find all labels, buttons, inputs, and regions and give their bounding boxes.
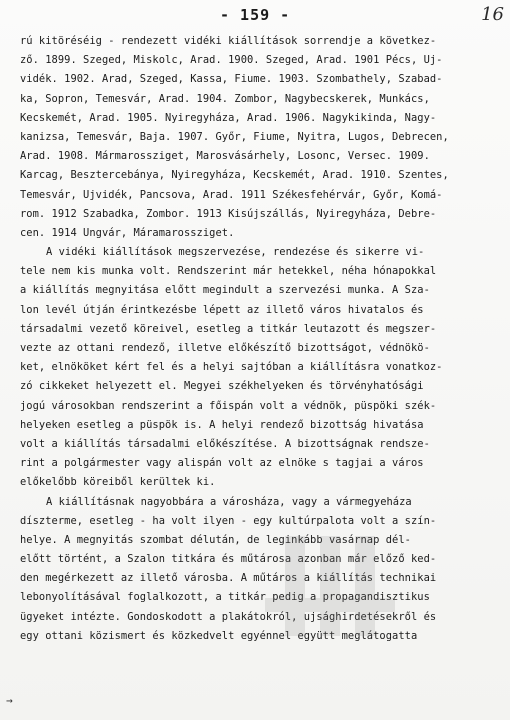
- paragraph-start-line: A vidéki kiállítások megszervezése, rendezése és sikerre vi-: [46, 246, 425, 259]
- text-line: jogú városokban rendszerint a főispán volt a védnök, püspöki szék-: [20, 399, 437, 412]
- page-number: - 159 -: [220, 6, 291, 24]
- text-line: cen. 1914 Ungvár, Máramarossziget.: [20, 226, 235, 239]
- text-line: ket, elnököket kért fel és a helyi sajtóban a kiállításra vonatkoz-: [20, 361, 443, 374]
- text-line: rint a polgármester vagy alispán volt az elnöke s tagjai a város: [20, 457, 424, 470]
- text-line: den megérkezett az illető városba. A műtáros a kiállítás technikai: [20, 572, 437, 585]
- text-line: Temesvár, Ujvidék, Pancsova, Arad. 1911 Székesfehérvár, Győr, Komá-: [20, 188, 443, 201]
- text-line: ügyeket intézte. Gondoskodott a plakátokról, ujsághirdetésekről és: [20, 610, 437, 623]
- text-line: lon levél útján érintkezésbe lépett az illető város hivatalos és: [20, 303, 424, 316]
- text-line: Karcag, Besztercebánya, Nyiregyháza, Kecskemét, Arad. 1910. Szentes,: [20, 169, 449, 182]
- text-line: rom. 1912 Szabadka, Zombor. 1913 Kisújszállás, Nyiregyháza, Debre-: [20, 207, 437, 220]
- text-line: tele nem kis munka volt. Rendszerint már hetekkel, néha hónapokkal: [20, 265, 437, 278]
- text-line: ka, Sopron, Temesvár, Arad. 1904. Zombor, Nagybecskerek, Munkács,: [20, 92, 430, 105]
- paragraph-start-line: A kiállításnak nagyobbára a városháza, vagy a vármegyeháza: [46, 495, 412, 508]
- text-line: előkelőbb köreiből kerültek ki.: [20, 476, 216, 489]
- text-line: díszterme, esetleg - ha volt ilyen - egy kultúrpalota volt a szín-: [20, 514, 437, 527]
- text-line: Kecskemét, Arad. 1905. Nyiregyháza, Arad. 1906. Nagykikinda, Nagy-: [20, 111, 437, 124]
- text-line: volt a kiállítás társadalmi előkészítése. A bizottságnak rendsze-: [20, 437, 430, 450]
- text-line: helyeken esetleg a püspök is. A helyi rendező bizottság hivatása: [20, 418, 424, 431]
- body-text: [20, 32, 504, 646]
- text-line: ző. 1899. Szeged, Miskolc, Arad. 1900. Szeged, Arad. 1901 Pécs, Uj-: [20, 54, 443, 67]
- corner-page-number: 16: [481, 4, 504, 25]
- text-line: vidék. 1902. Arad, Szeged, Kassa, Fiume. 1903. Szombathely, Szabad-: [20, 73, 443, 86]
- text-line: előtt történt, a Szalon titkára és műtárosa azonban már előző ked-: [20, 553, 437, 566]
- margin-arrow-icon: →: [6, 694, 13, 707]
- text-line: egy ottani közismert és közkedvelt egyénnel együtt meglátogatta: [20, 629, 418, 642]
- text-line: kanizsa, Temesvár, Baja. 1907. Győr, Fiume, Nyitra, Lugos, Debrecen,: [20, 130, 449, 143]
- text-line: zó cikkeket helyezett el. Megyei székhelyeken és törvényhatósági: [20, 380, 424, 393]
- text-line: rú kitöréséig - rendezett vidéki kiállítások sorrendje a következ-: [20, 35, 437, 47]
- text-line: a kiállítás megnyitása előtt megindult a szervezési munka. A Sza-: [20, 284, 430, 297]
- text-line: lebonyolításával foglalkozott, a titkár pedig a propagandisztikus: [20, 591, 430, 604]
- text-line: helye. A megnyitás szombat délután, de leginkább vasárnap dél-: [20, 533, 411, 546]
- text-line: társadalmi vezető köreivel, esetleg a titkár leutazott és megszer-: [20, 322, 437, 335]
- text-line: Arad. 1908. Mármarossziget, Marosvásárhely, Losonc, Versec. 1909.: [20, 150, 430, 163]
- text-line: vezte az ottani rendező, illetve előkészítő bizottságot, védnökö-: [20, 342, 430, 354]
